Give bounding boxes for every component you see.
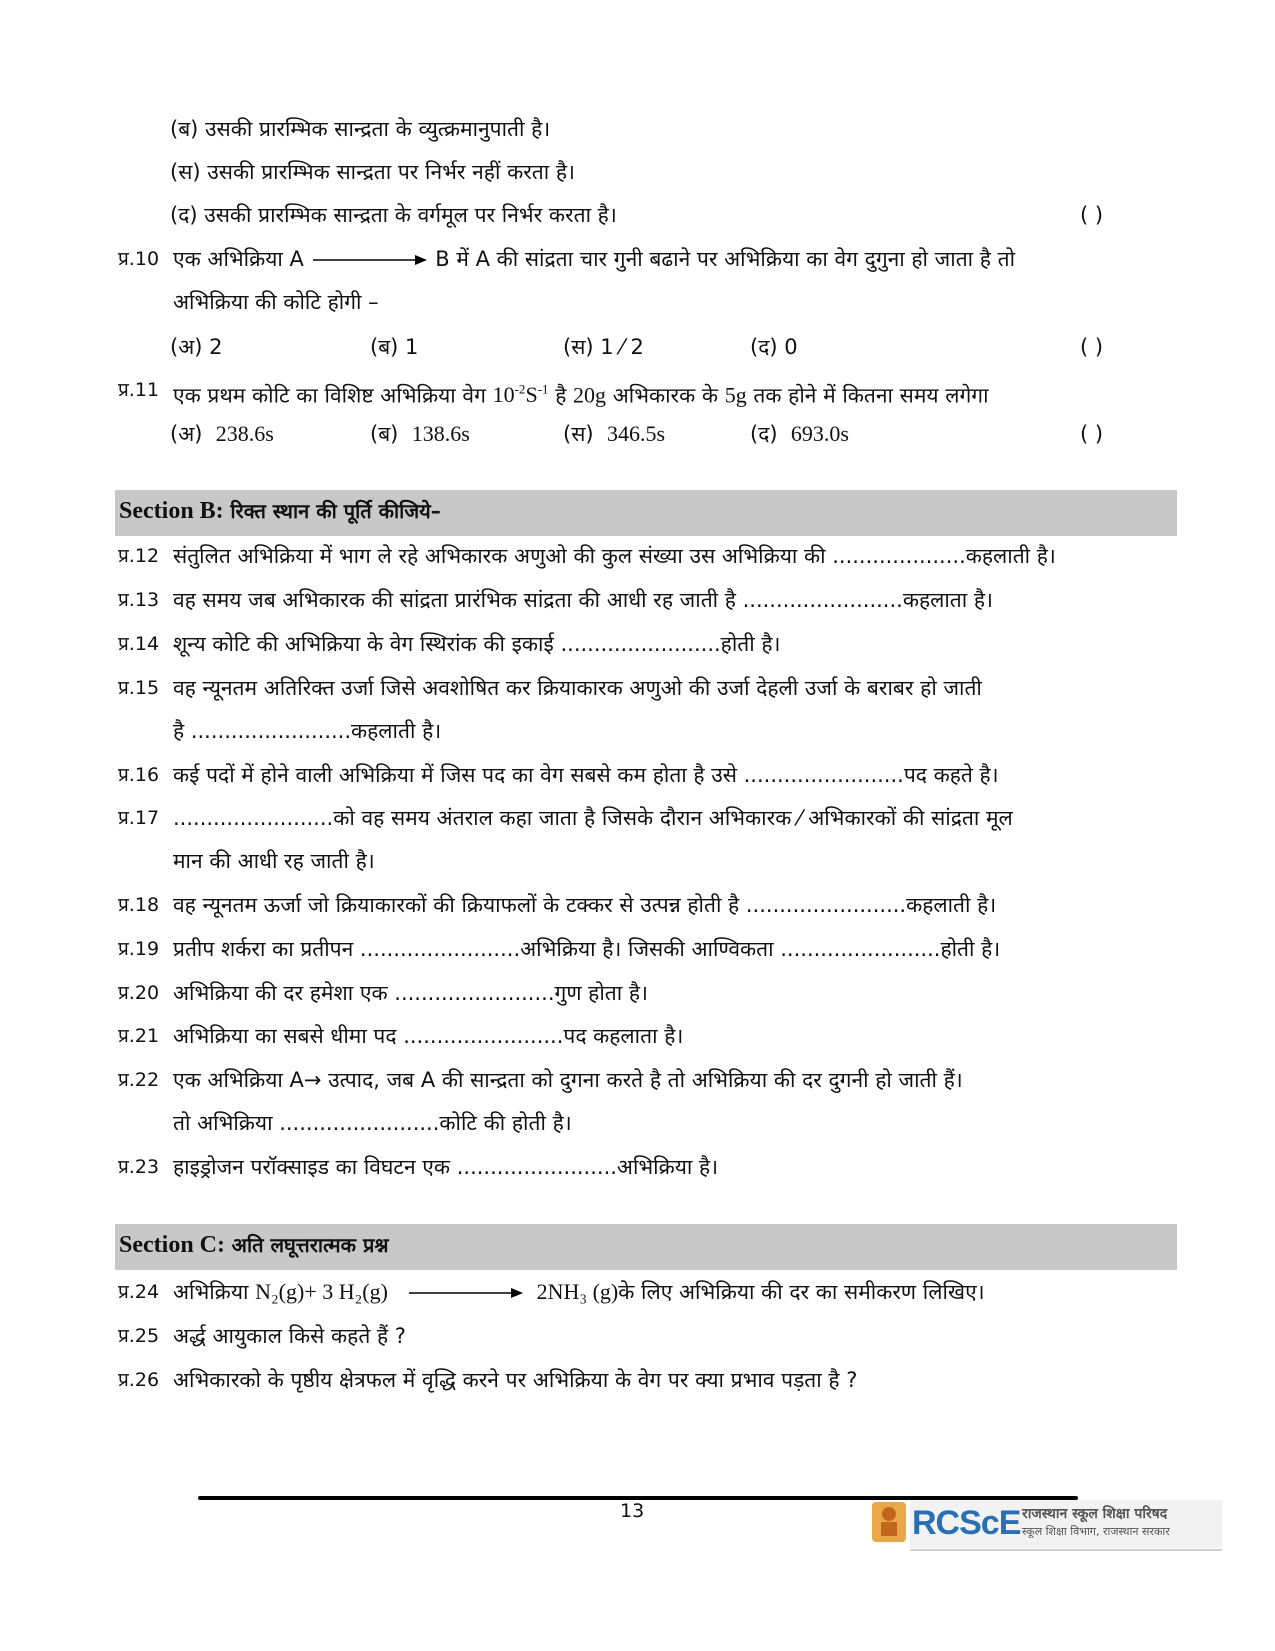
q24-text-a: अभिक्रिया bbox=[173, 1280, 256, 1304]
q25-text: अर्द्ध आयुकाल किसे कहते हैं ? bbox=[173, 1324, 406, 1348]
q18-number: प्र.18 bbox=[118, 894, 160, 916]
q11-rate-value bbox=[493, 382, 549, 407]
reaction-arrow-icon bbox=[407, 1286, 525, 1300]
q26-number: प्र.26 bbox=[118, 1369, 160, 1391]
q10-option-a: (अ) 2 bbox=[170, 335, 223, 359]
q17-text: ........................को वह समय अंतराल कहा जाता है जिसके दौरान अभिकारक ⁄ अभिकारकों की सांद्रता मूल bbox=[173, 806, 1013, 830]
q10-answer-bracket: ( ) bbox=[1080, 335, 1104, 359]
q9-option-b: (ब) उसकी प्रारम्भिक सान्द्रता के व्युत्क्रमानुपाती है। bbox=[170, 117, 551, 141]
section-c-label: Section C: bbox=[119, 1232, 225, 1258]
q19-number: प्र.19 bbox=[118, 938, 160, 960]
q10-option-d: (द) 0 bbox=[750, 335, 798, 359]
q11-option-b bbox=[370, 419, 470, 449]
q20-text: अभिक्रिया की दर हमेशा एक ........................गुण होता है। bbox=[173, 981, 648, 1005]
section-b-title: रिक्त स्थान की पूर्ति कीजिये– bbox=[230, 499, 441, 523]
q24-text-b: के लिए अभिक्रिया की दर का समीकरण लिखिए। bbox=[618, 1280, 985, 1304]
q11-option-b-value: 138.6s bbox=[411, 421, 470, 446]
q11-mass2: 5g bbox=[724, 382, 747, 408]
q10-text-a: एक अभिक्रिया A bbox=[173, 247, 304, 271]
q10-option-b: (ब) 1 bbox=[370, 335, 419, 359]
q21-text: अभिक्रिया का सबसे धीमा पद ........................पद कहलाता है। bbox=[173, 1024, 684, 1048]
q21-number: प्र.21 bbox=[118, 1025, 160, 1047]
q11-mass1: 20g bbox=[573, 382, 607, 408]
section-c-title: अति लघूत्तरात्मक प्रश्न bbox=[231, 1233, 389, 1257]
q17-number: प्र.17 bbox=[118, 807, 160, 829]
q11-option-c-label: (स) bbox=[563, 422, 594, 446]
q11-text-d: तक होने में कितना समय लगेगा bbox=[746, 383, 989, 408]
q11-option-a-label: (अ) bbox=[170, 422, 203, 446]
q11-text-a: एक प्रथम कोटि का विशिष्ट अभिक्रिया वेग bbox=[173, 383, 493, 408]
q10-text bbox=[173, 244, 1015, 274]
q10-number: प्र.10 bbox=[118, 248, 160, 270]
q23-text: हाइड्रोजन परॉक्साइड का विघटन एक ........................अभिक्रिया है। bbox=[173, 1155, 719, 1179]
q13-number: प्र.13 bbox=[118, 589, 160, 611]
section-c-header bbox=[115, 1224, 1177, 1270]
q15-text-line2: है ........................कहलाती है। bbox=[173, 719, 442, 743]
q22-text: एक अभिक्रिया A→ उत्पाद, जब A की सान्द्रता को दुगना करते है तो अभिक्रिया की दर दुगनी हो जाती हैं। bbox=[173, 1068, 963, 1092]
q20-number: प्र.20 bbox=[118, 982, 160, 1004]
q11-option-c-value: 346.5s bbox=[606, 421, 666, 446]
q15-number: प्र.15 bbox=[118, 677, 160, 699]
q11-number: प्र.11 bbox=[118, 379, 160, 401]
q14-text: शून्य कोटि की अभिक्रिया के वेग स्थिरांक की इकाई ........................होती है। bbox=[173, 632, 781, 656]
q18-text: वह न्यूनतम ऊर्जा जो क्रियाकारकों की क्रियाफलों के टक्कर से उत्पन्न होती है ........................कहलाती है। bbox=[173, 893, 997, 917]
q26-text: अभिकारको के पृष्ठीय क्षेत्रफल में वृद्धि करने पर अभिक्रिया के वेग पर क्या प्रभाव पड़ता है ? bbox=[173, 1368, 858, 1392]
q19-text: प्रतीप शर्करा का प्रतीपन ........................अभिक्रिया है। जिसकी आण्विकता ........................होती है। bbox=[173, 937, 1001, 961]
q23-number: प्र.23 bbox=[118, 1156, 160, 1178]
q12-text: संतुलित अभिक्रिया में भाग ले रहे अभिकारक अणुओ की कुल संख्या उस अभिक्रिया की ....................कहलाती है। bbox=[173, 544, 1056, 568]
q12-number: प्र.12 bbox=[118, 545, 160, 567]
q24-reactants: N₂(g)+ 3 H₂(g) bbox=[255, 1279, 388, 1304]
logo-text: RCScE bbox=[912, 1504, 1021, 1542]
q10-text-line2: अभिक्रिया की कोटि होगी – bbox=[173, 290, 379, 314]
section-b-header bbox=[115, 490, 1177, 536]
logo-line2: स्कूल शिक्षा विभाग, राजस्थान सरकार bbox=[1022, 1525, 1170, 1538]
q16-text: कई पदों में होने वाली अभिक्रिया में जिस पद का वेग सबसे कम होता है उसे ........................पद कहते है। bbox=[173, 763, 999, 787]
q11-option-d bbox=[750, 419, 849, 449]
section-b-label: Section B: bbox=[119, 498, 224, 524]
reaction-arrow-icon bbox=[311, 253, 429, 267]
q14-number: प्र.14 bbox=[118, 633, 160, 655]
q11-option-d-value: 693.0s bbox=[790, 421, 849, 446]
page-number: 13 bbox=[620, 1500, 645, 1522]
q16-number: प्र.16 bbox=[118, 764, 160, 786]
q11-rate-exp1: -2 bbox=[514, 382, 526, 397]
q9-option-d: (द) उसकी प्रारम्भिक सान्द्रता के वर्गमूल पर निर्भर करता है। bbox=[170, 203, 617, 227]
q24-product: 2NH₃ (g) bbox=[536, 1279, 619, 1304]
q24-number: प्र.24 bbox=[118, 1281, 160, 1303]
q11-option-c bbox=[563, 419, 665, 449]
q11-rate-base: 10 bbox=[492, 382, 515, 408]
q11-option-a-value: 238.6s bbox=[215, 421, 274, 446]
q13-text: वह समय जब अभिकारक की सांद्रता प्रारंभिक सांद्रता की आधी रह जाती है ........................कहलाता है। bbox=[173, 588, 993, 612]
q22-text-line2: तो अभिक्रिया ........................कोटि की होती है। bbox=[173, 1111, 572, 1135]
q24-text bbox=[173, 1277, 985, 1307]
q10-text-b: B में A की सांद्रता चार गुनी बढाने पर अभिक्रिया का वेग दुगुना हो जाता है तो bbox=[435, 247, 1016, 271]
q11-option-a bbox=[170, 419, 274, 449]
q17-text-line2: मान की आधी रह जाती है। bbox=[173, 849, 375, 873]
q11-text-b: है bbox=[548, 383, 574, 408]
q11-text-c: अभिकारक के bbox=[606, 383, 725, 408]
q11-text bbox=[173, 375, 989, 410]
q11-option-b-label: (ब) bbox=[370, 422, 399, 446]
q11-option-d-label: (द) bbox=[750, 422, 778, 446]
rcsce-logo bbox=[872, 1500, 1222, 1556]
q11-rate-exp2: -1 bbox=[537, 382, 549, 397]
q15-text: वह न्यूनतम अतिरिक्त उर्जा जिसे अवशोषित कर क्रियाकारक अणुओ की उर्जा देहली उर्जा के बराबर हो जाती bbox=[173, 676, 982, 700]
q9-answer-bracket: ( ) bbox=[1080, 203, 1104, 227]
q10-option-c: (स) 1 ⁄ 2 bbox=[563, 335, 644, 359]
q11-answer-bracket: ( ) bbox=[1080, 422, 1104, 446]
q11-rate-unit: S bbox=[525, 382, 538, 408]
q9-option-c: (स) उसकी प्रारम्भिक सान्द्रता पर निर्भर नहीं करता है। bbox=[170, 160, 575, 184]
q22-number: प्र.22 bbox=[118, 1069, 160, 1091]
q25-number: प्र.25 bbox=[118, 1325, 160, 1347]
logo-line1: राजस्थान स्कूल शिक्षा परिषद bbox=[1022, 1506, 1168, 1522]
